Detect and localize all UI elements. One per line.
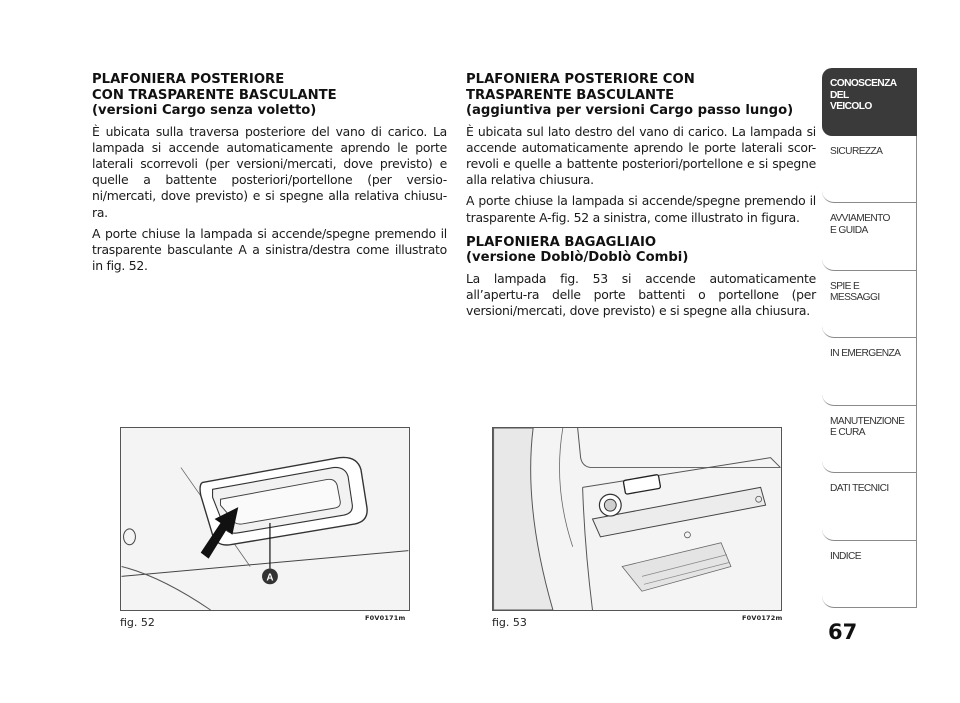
title-line: PLAFONIERA POSTERIORE: [92, 72, 285, 87]
ceiling-lamp-illustration: [121, 428, 409, 610]
tab-sicurezza[interactable]: [822, 136, 917, 204]
paragraph: È ubicata sul lato destro del vano di carico. La lampada si accende automaticamente aprendo le porte laterali scor-revoli e quelle a battente posteriori/portellone e si spegne alla relativa chiusura.: [466, 123, 816, 188]
title-line: PLAFONIERA POSTERIORE CON: [466, 72, 695, 87]
figure-52-image: [120, 427, 410, 611]
tab-manutenzione-e-cura[interactable]: [822, 406, 917, 474]
figure-caption: fig. 52: [120, 616, 155, 629]
tab-label: INDICE: [830, 550, 861, 562]
tab-spie-e-messaggi[interactable]: [822, 271, 917, 339]
tab-label: DATI TECNICI: [830, 483, 889, 494]
section-title: [466, 235, 816, 266]
tab-label: IN EMERGENZA: [830, 348, 901, 359]
title-line: CON TRASPARENTE BASCULANTE: [92, 87, 337, 103]
figure-caption: fig. 53: [492, 616, 527, 629]
title-line: (versione Doblò/Doblò Combi): [466, 250, 689, 266]
tab-avviamento-e-guida[interactable]: [822, 203, 917, 271]
luggage-lamp-illustration: [493, 428, 781, 610]
tab-label: MANUTENZIONE E CURA: [830, 415, 905, 438]
title-line: (versioni Cargo senza voletto): [92, 103, 317, 118]
tab-label: SICUREZZA: [830, 145, 883, 157]
paragraph: A porte chiuse la lampada si accende/spegne premendo il trasparente A-fig. 52 a sinistra, come illustrato in figura.: [466, 193, 816, 225]
tab-label: SPIE E MESSAGGI: [830, 280, 880, 303]
chapter-tabs: [822, 68, 917, 608]
right-column: [466, 72, 816, 319]
figure-code: F0V0172m: [742, 614, 783, 622]
tab-label: AVVIAMENTO E GUIDA: [830, 213, 890, 236]
tab-indice[interactable]: [822, 541, 917, 609]
section-title: [92, 72, 447, 119]
paragraph: La lampada fig. 53 si accende automaticamente all’apertu-ra delle porte battenti o portellone (per versioni/mercati, dove previsto) e si spegne alla chiusura.: [466, 270, 816, 319]
title-line: PLAFONIERA BAGAGLIAIO: [466, 234, 657, 250]
tab-dati-tecnici[interactable]: [822, 473, 917, 541]
figure-53-image: [492, 427, 782, 611]
paragraph: È ubicata sulla traversa posteriore del vano di carico. La lampada si accende automaticamente aprendo le porte laterali scorrevoli (per versioni/mercati, dove previsto) e quelle a battente posteriori/portellone (per versio-ni/mercati, dove previsto) e si spegne alla relativa chiusu-ra.: [92, 123, 447, 220]
title-line: TRASPARENTE BASCULANTE: [466, 87, 675, 103]
page-number: 67: [828, 620, 858, 644]
section-title: [466, 72, 816, 119]
paragraph: A porte chiuse la lampada si accende/spegne premendo il trasparente basculante A a sinistra/destra come illustrato in fig. 52.: [92, 225, 447, 274]
tab-conoscenza-del-veicolo[interactable]: [822, 68, 917, 136]
callout-label-a: A: [266, 572, 274, 584]
figure-code: F0V0171m: [365, 614, 406, 622]
tab-in-emergenza[interactable]: [822, 338, 917, 406]
tab-label: CONOSCENZA DEL VEICOLO: [830, 78, 897, 112]
left-column: [92, 72, 447, 274]
title-line: (aggiuntiva per versioni Cargo passo lungo): [466, 103, 794, 118]
